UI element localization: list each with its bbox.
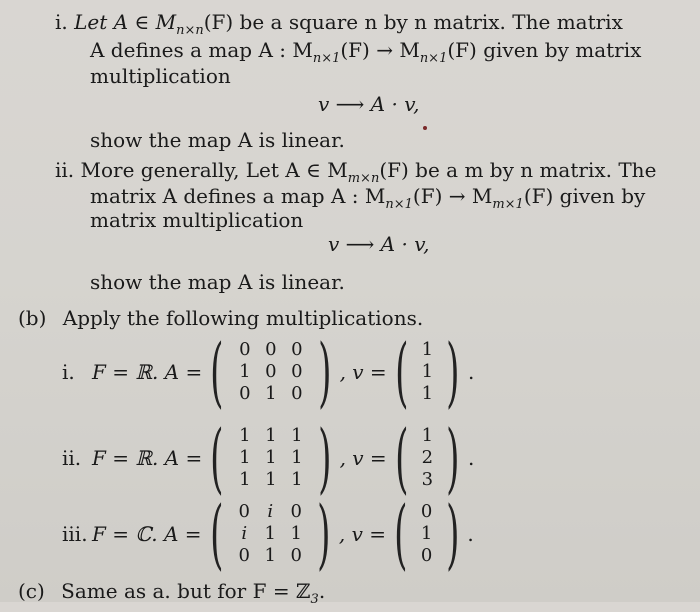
part-i-conclusion: show the map A is linear. [90,128,345,152]
vector-left-paren: ( [394,327,409,416]
part-ii-map: v ⟶ A · v, [328,232,430,256]
matrix-cell: 1 [291,447,303,468]
matrix-left-paren: ( [210,327,224,416]
matrix-cell: 1 [239,361,251,382]
part-b-label: (b) [18,306,47,330]
part-b-item-1-vlabel: , v = [339,360,387,384]
vector-cell: 3 [421,469,434,490]
matrix-cell: 0 [291,339,303,360]
matrix-cell: 1 [239,469,251,490]
vector-right-paren: ) [446,327,460,416]
part-ii-line-2-mid: (F) → M [412,184,493,208]
matrix-cell: 1 [239,447,251,468]
matrix-cell: 0 [265,339,277,360]
matrix-cell: 0 [265,361,277,382]
part-ii-line-2-text: matrix A defines a map A : M [90,184,386,208]
part-i-line-1-text: Let A ∈ M [74,10,177,34]
part-i-line-2-mid: (F) → M [340,38,420,62]
part-ii-line-3: matrix multiplication [90,208,304,232]
part-c-end: . [318,579,326,603]
part-ii-line-2-sub-1: n×1 [385,197,413,212]
vector-right-paren: ) [446,413,460,502]
vector-cell: 1 [421,425,434,446]
part-ii-line-1-rest: (F) be a m by n matrix. The [379,158,657,182]
part-c-label: (c) [18,579,45,603]
matrix-cell: 1 [265,447,277,468]
matrix-cell: 0 [290,501,302,522]
part-i-line-2-sub-1: n×1 [312,51,341,66]
matrix-right-paren: ) [317,489,331,578]
part-b-item-3-label: iii. [62,522,88,546]
matrix-cell: 1 [290,523,302,544]
matrix-cell: 1 [265,383,277,404]
part-i-map: v ⟶ A · v, [318,92,420,116]
vector-cell: 1 [421,361,434,382]
matrix-cell: 1 [291,469,303,490]
vector-left-paren: ( [394,489,408,578]
part-ii-line-2-rest: (F) given by [523,184,646,208]
matrix-cell: i [241,523,248,544]
matrix-cell: 1 [264,545,276,566]
part-i-line-2-rest: (F) given by matrix [447,38,642,62]
part-ii-line-2-sub-2: m×1 [492,197,524,212]
part-b-item-3 [62,489,474,578]
matrix-cell: 0 [291,361,303,382]
matrix-a-1 [232,339,310,405]
vector-v-2 [416,425,438,491]
vector-v-1 [416,339,438,405]
part-i-line-3: multiplication [90,64,231,88]
matrix-cell: 0 [239,383,251,404]
part-i-label: i. [55,10,68,34]
part-i-line-1-rest: (F) be a square n by n matrix. The matrix [203,10,623,34]
part-b-item-1 [62,327,475,416]
part-b-text: Apply the following multiplications. [62,306,424,330]
matrix-cell: 1 [265,469,277,490]
part-c-text: Same as a. but for F = ℤ [61,579,311,603]
part-c-sub: 3 [310,592,319,607]
matrix-a-2 [232,425,310,491]
part-b-item-2-vlabel: , v = [339,446,387,470]
vector-cell: 2 [421,447,434,468]
vector-right-paren: ) [445,489,460,578]
matrix-right-paren: ) [318,413,332,502]
vector-cell: 0 [420,501,433,522]
part-i-line-2-text: A defines a map A : M [90,38,313,62]
matrix-left-paren: ( [209,489,224,578]
vector-v-3 [416,501,438,567]
part-i-line-1-sub: n×n [176,23,204,38]
matrix-cell: 0 [290,545,302,566]
matrix-left-paren: ( [210,413,224,502]
part-i-line-2-sub-2: n×1 [419,51,448,66]
part-b-item-1-field: F = ℝ. A = [92,360,203,384]
matrix-a-3 [231,501,309,567]
part-b-item-2-field: F = ℝ. A = [92,446,203,470]
matrix-cell: 1 [264,523,276,544]
vector-cell: 0 [420,545,433,566]
vector-left-paren: ( [394,413,409,502]
part-b-item-2-label: ii. [62,446,82,470]
vector-cell: 1 [420,523,433,544]
part-b-item-3-field: F = ℂ. A = [92,522,202,546]
part-b-item-2 [62,413,475,502]
part-c-heading [18,579,325,612]
pen-mark [423,126,427,130]
part-ii-line-1-text: More generally, Let A ∈ M [80,158,348,182]
matrix-cell: 1 [291,425,303,446]
part-ii-conclusion: show the map A is linear. [90,270,345,294]
matrix-cell: 0 [238,501,250,522]
part-ii-line-1-sub: m×n [347,171,380,186]
part-b-item-3-end: . [467,522,474,546]
matrix-cell: 1 [239,425,251,446]
part-b-item-3-vlabel: , v = [338,522,386,546]
part-b-item-1-label: i. [62,360,75,384]
matrix-cell: 0 [238,545,250,566]
part-b-item-1-end: . [468,360,475,384]
matrix-cell: i [267,501,274,522]
matrix-cell: 0 [291,383,303,404]
part-b-item-2-end: . [468,446,475,470]
matrix-right-paren: ) [318,327,332,416]
part-ii-label: ii. [55,158,75,182]
matrix-cell: 1 [265,425,277,446]
matrix-cell: 0 [239,339,251,360]
vector-cell: 1 [421,339,434,360]
vector-cell: 1 [421,383,434,404]
